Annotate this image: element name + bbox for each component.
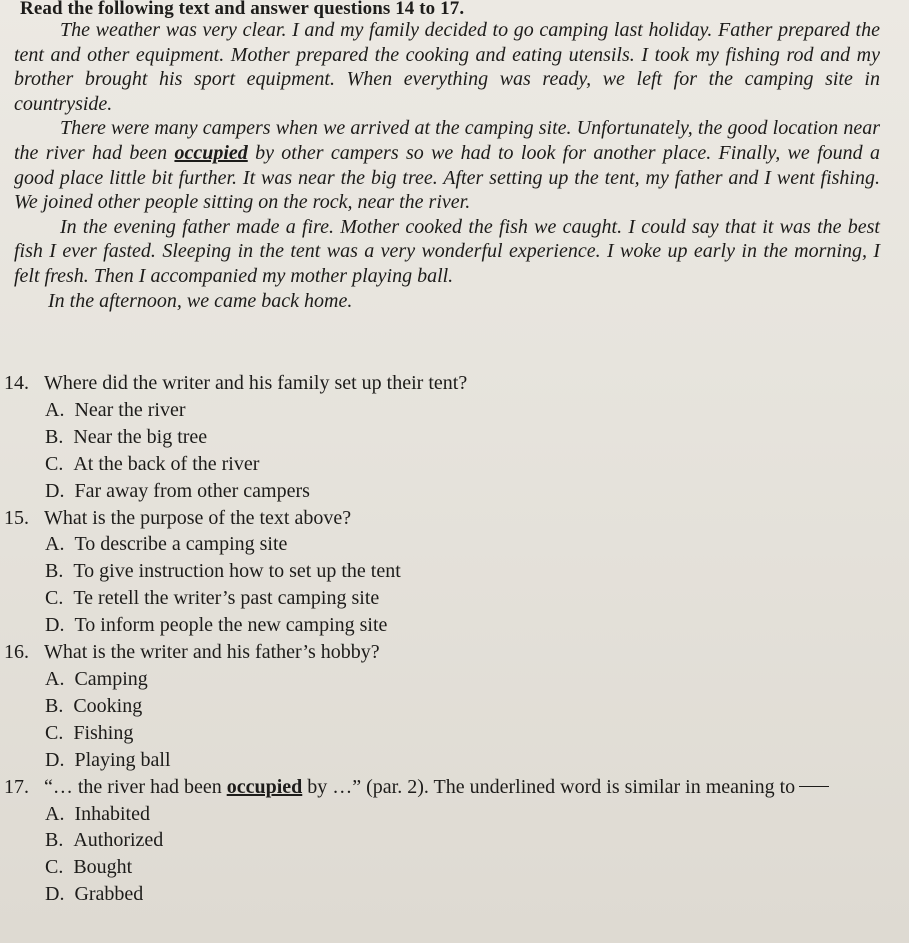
option-d: D. Playing ball (45, 748, 171, 771)
option-d: D. Grabbed (45, 883, 144, 906)
stem-text-end: by …” (par. 2). The underlined word is similar in meaning to (302, 775, 796, 798)
passage-paragraph-4: In the afternoon, we came back home. (48, 289, 353, 312)
option-a: A. Camping (45, 667, 148, 690)
question-15 (4, 505, 896, 640)
question-stem: What is the writer and his father’s hobby? (44, 641, 380, 664)
question-stem: What is the purpose of the text above? (44, 506, 352, 529)
option-b: B. Authorized (45, 829, 164, 852)
question-number: 14. (4, 372, 29, 394)
paragraph-2-text-start: There were many campers when we arrived at the camping site. Unfortunately, the good location near the river had been (14, 117, 880, 164)
underlined-word: occupied (226, 775, 303, 798)
paragraph-2-text-end: by other campers so we had to look for another place. Finally, we found a good place little bit further. It was near the big tree. After setting up the tent, my father and I went fishing. We joined other people sitting on the rock, near the river. (14, 141, 880, 214)
question-17 (4, 774, 896, 909)
option-b: B. Cooking (45, 694, 143, 717)
option-c: C. Bought (45, 856, 133, 879)
instruction-heading: Read the following text and answer questions 14 to 17. (20, 0, 465, 19)
underlined-word: occupied (174, 141, 248, 164)
answer-blank (799, 786, 829, 787)
option-b: B. Near the big tree (45, 425, 208, 448)
option-d: D. Far away from other campers (45, 479, 310, 502)
option-b: B. To give instruction how to set up the tent (45, 560, 401, 583)
option-c: C. At the back of the river (45, 452, 260, 475)
question-list (4, 370, 896, 908)
passage-paragraph-2 (14, 116, 880, 214)
question-number: 15. (4, 506, 29, 529)
option-a: A. Near the river (45, 398, 186, 421)
question-14 (4, 370, 896, 505)
question-number: 17. (4, 775, 29, 798)
option-d: D. To inform people the new camping site (45, 614, 388, 637)
question-number: 16. (4, 641, 29, 664)
option-a: A. Inhabited (45, 802, 150, 825)
passage-paragraph-1: The weather was very clear. I and my family decided to go camping last holiday. Father prepared the tent and other equipment. Mother prepared the cooking and eating utensils. I took my fishing rod and my brother brought his sport equipment. When everything was ready, we left for the camping site in countryside. (14, 19, 880, 115)
question-16 (4, 639, 896, 774)
passage-paragraph-3: In the evening father made a fire. Mother cooked the fish we caught. I could say that it was the best fish I ever fasted. Sleeping in the tent was a very wonderful experience. I woke up early in the morning, I felt fresh. Then I accompanied my mother playing ball. (14, 215, 880, 287)
option-a: A. To describe a camping site (45, 533, 288, 556)
reading-passage (14, 18, 880, 313)
question-stem (44, 774, 896, 801)
option-c: C. Te retell the writer’s past camping site (45, 587, 380, 610)
option-c: C. Fishing (45, 721, 134, 744)
stem-text-start: “… the river had been (44, 775, 227, 798)
question-stem: Where did the writer and his family set up their tent? (44, 372, 468, 394)
